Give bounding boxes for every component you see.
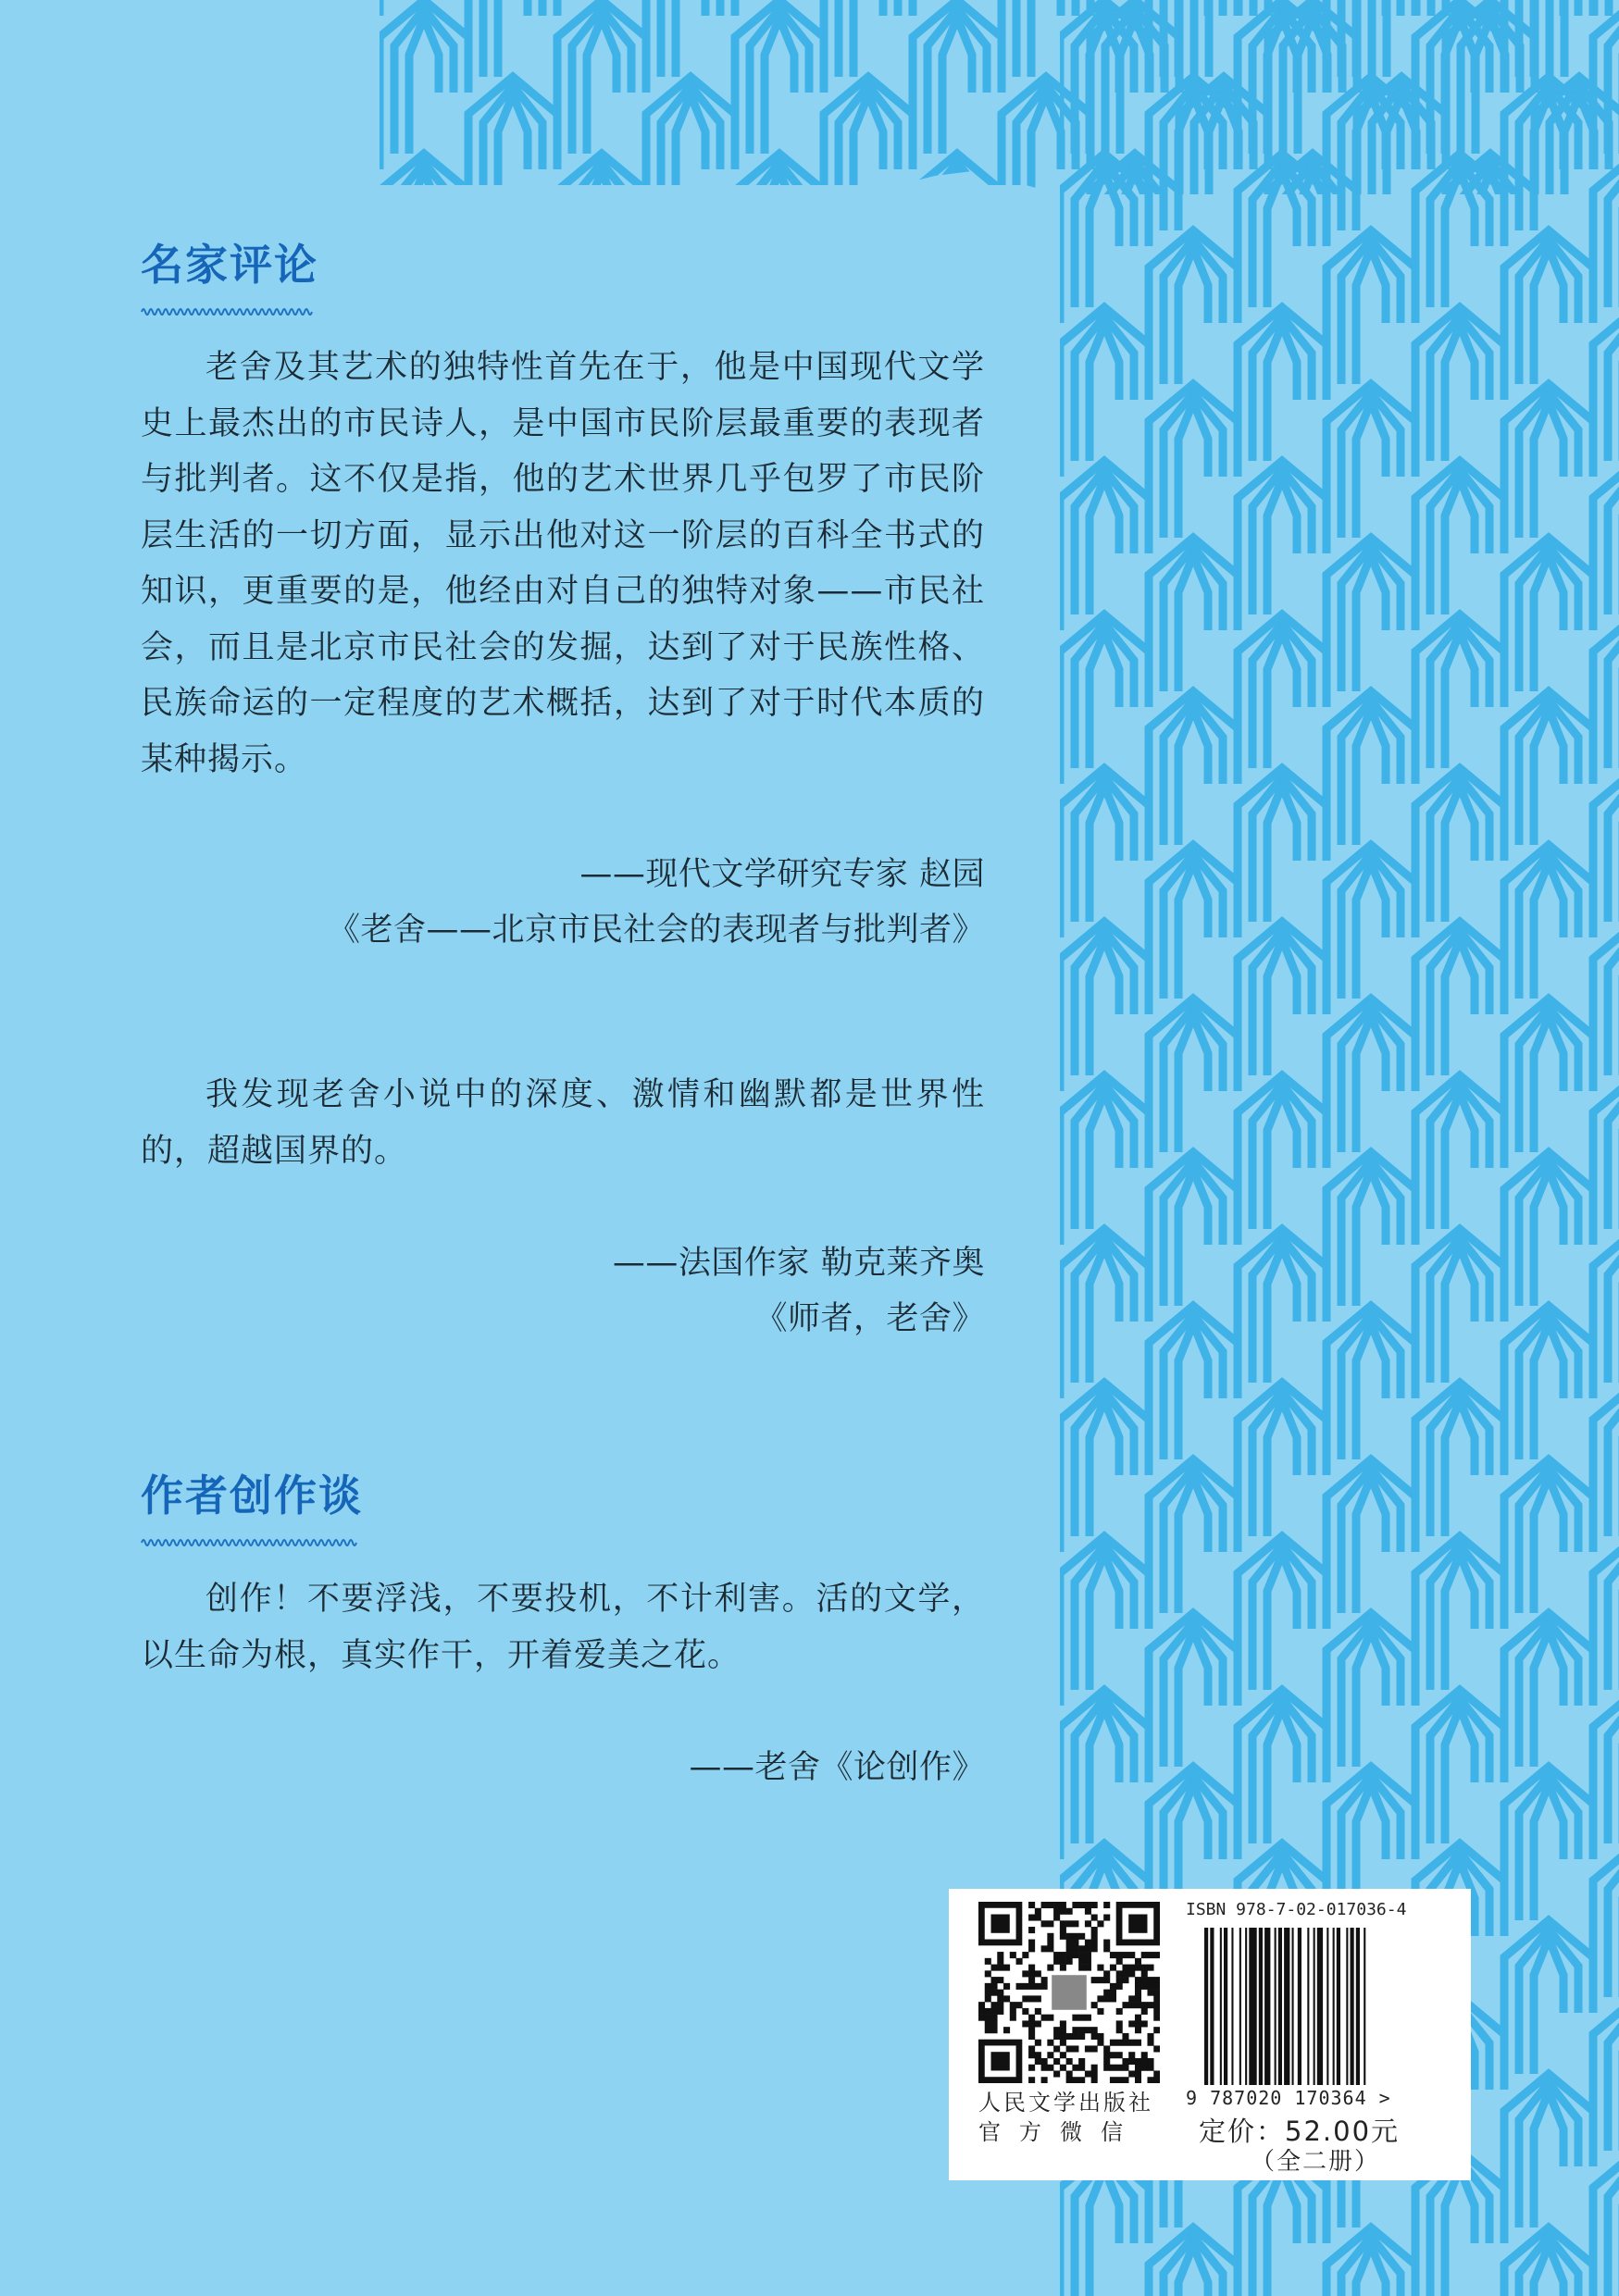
barcode [1201,1928,1438,2085]
quote-line: 科全书式的知识，更重要的是，他经由对自己的独特对 [141,516,985,610]
source-title-2: 《师者，老舍》 [754,1300,985,1337]
title-underline-wave [141,1536,357,1549]
isbn-text: ISBN 978-7-02-017036-4 [1186,1900,1407,1919]
attribution-lao-she: ——老舍《论创作》 [689,1749,985,1786]
qr-caption-publisher: 人民文学出版社 [978,2090,1153,2116]
author-quote [141,1571,985,1683]
attribution-zhao-yuan: ——现代文学研究专家 赵园 [579,856,985,893]
section-title-author-talk: 作者创作谈 [141,1471,363,1520]
qr-code [978,1902,1160,2083]
quote-line: 我发现老舍小说中的深度、激情和幽默都是世界性 [205,1076,985,1113]
attribution-le-clezio: ——法国作家 勒克莱齐奥 [612,1245,985,1282]
review-quote-2 [141,1067,985,1179]
quote-line: 表现者与批判者。这不仅是指，他的艺术世界几乎包罗 [141,404,985,498]
set-note: （全二册） [1251,2148,1381,2176]
isbn-info-box [949,1889,1471,2180]
quote-line: 以生命为根，真实作干，开着爱美之花。 [141,1636,741,1674]
quote-line: 文学史上最杰出的市民诗人，是中国市民阶层最重要的 [141,349,985,442]
quote-line: 了市民阶层生活的一切方面，显示出他对这一阶层的百 [141,461,985,554]
title-underline-wave [141,305,313,318]
price-label: 定价：52.00元 [1199,2116,1401,2147]
quote-line: 了对于时代本质的某种揭示。 [141,685,985,778]
quote-line: 对于民族性格、民族命运的一定程度的艺术概括，达到 [141,628,985,722]
section-title-reviews: 名家评论 [141,240,318,290]
quote-line: 老舍及其艺术的独特性首先在于，他是中国现代 [205,349,918,386]
quote-line: 创作！不要浮浅，不要投机，不计利害。活的文学， [205,1581,985,1618]
source-title-1: 《老舍——北京市民社会的表现者与批判者》 [327,912,985,949]
qr-caption-wechat: 官方微信 [978,2119,1141,2145]
barcode-number: 9 787020 170364 > [1186,2087,1391,2109]
review-quote-1 [141,340,985,788]
quote-line: 的，超越国界的。 [141,1132,408,1170]
quote-line: 象——市民社会，而且是北京市民社会的发掘，达到了 [141,573,985,666]
